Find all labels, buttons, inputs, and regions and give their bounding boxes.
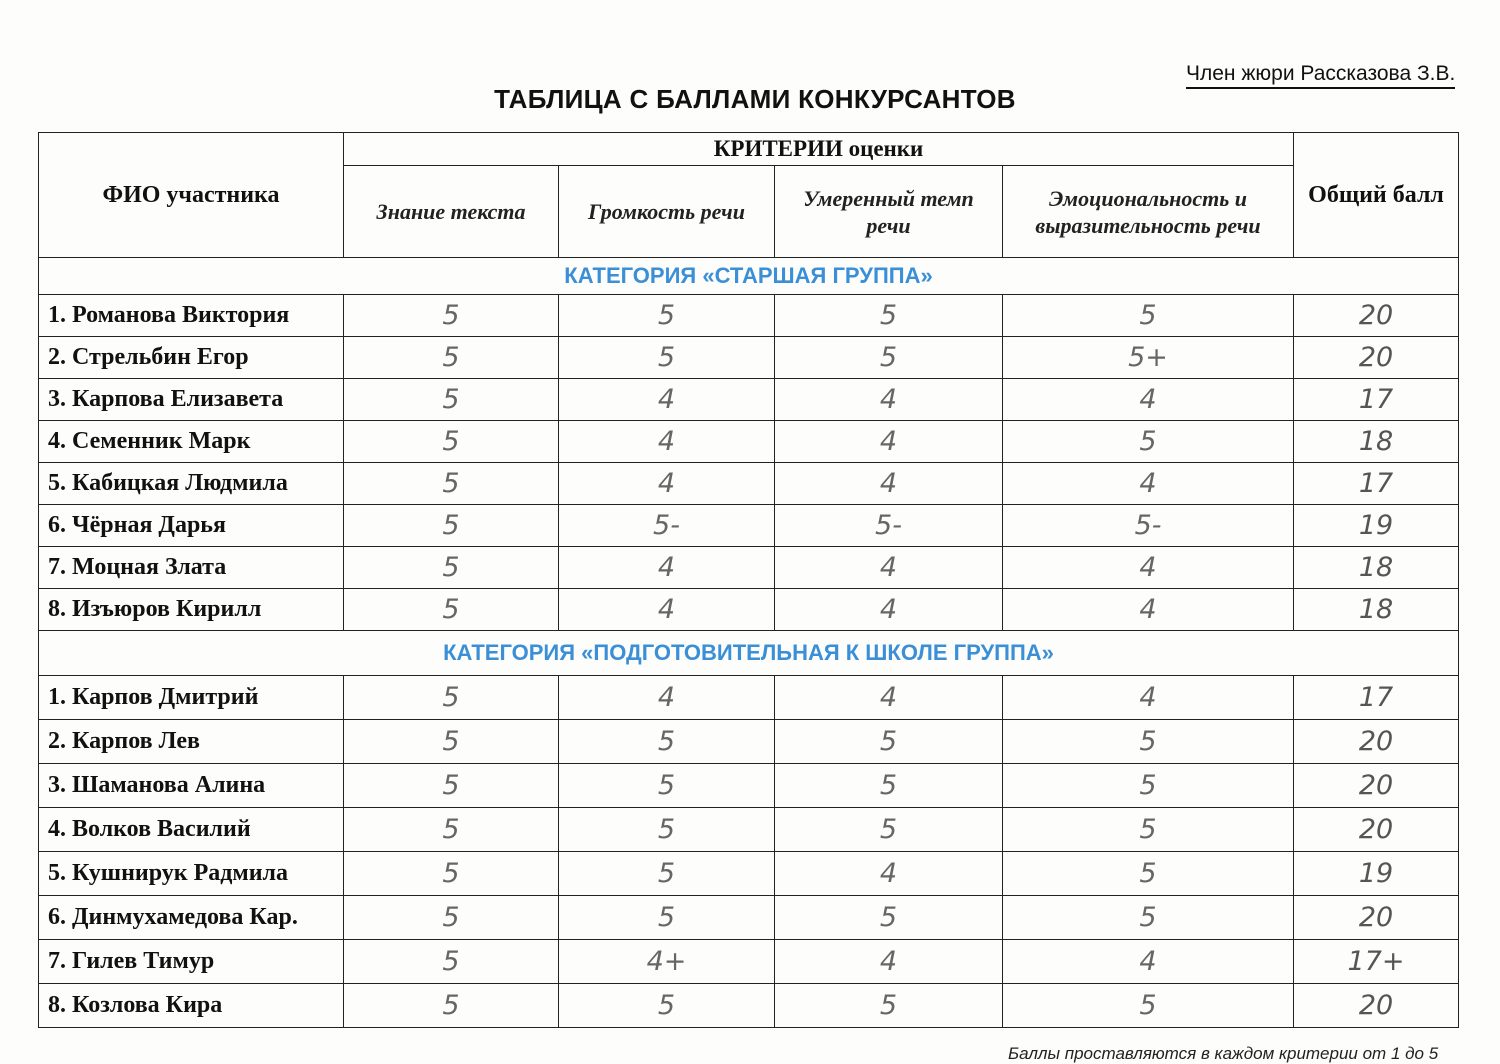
- table-row: [39, 676, 1459, 720]
- header-criterion-3: Умеренный темп речи: [775, 166, 1003, 258]
- participant-name: 4. Волков Василий: [39, 808, 344, 852]
- score-tempo: 5: [775, 720, 1003, 764]
- score-total: 19: [1294, 505, 1459, 547]
- score-loudness: 5: [559, 764, 775, 808]
- header-name: ФИО участника: [39, 133, 344, 258]
- score-total: 17: [1294, 676, 1459, 720]
- table-row: [39, 547, 1459, 589]
- score-total: 20: [1294, 720, 1459, 764]
- participant-name: 8. Козлова Кира: [39, 984, 344, 1028]
- table-row: [39, 505, 1459, 547]
- table-row: [39, 808, 1459, 852]
- score-loudness: 5: [559, 295, 775, 337]
- score-tempo: 4: [775, 589, 1003, 631]
- category-2: [39, 631, 1459, 676]
- score-expressiveness: 4: [1003, 379, 1294, 421]
- score-expressiveness: 5: [1003, 896, 1294, 940]
- score-expressiveness: 5: [1003, 720, 1294, 764]
- score-tempo: 5-: [775, 505, 1003, 547]
- score-total: 18: [1294, 589, 1459, 631]
- score-loudness: 5: [559, 808, 775, 852]
- score-tempo: 5: [775, 896, 1003, 940]
- score-loudness: 4: [559, 379, 775, 421]
- score-loudness: 4: [559, 547, 775, 589]
- jury-member: Член жюри Рассказова З.В.: [1186, 62, 1455, 89]
- header-criterion-2: Громкость речи: [559, 166, 775, 258]
- score-loudness: 5-: [559, 505, 775, 547]
- score-text-knowledge: 5: [344, 984, 559, 1028]
- score-expressiveness: 5: [1003, 808, 1294, 852]
- score-loudness: 4: [559, 463, 775, 505]
- score-total: 20: [1294, 896, 1459, 940]
- score-expressiveness: 4: [1003, 589, 1294, 631]
- participant-name: 4. Семенник Марк: [39, 421, 344, 463]
- score-tempo: 5: [775, 295, 1003, 337]
- score-total: 17+: [1294, 940, 1459, 984]
- score-tempo: 4: [775, 421, 1003, 463]
- score-loudness: 5: [559, 720, 775, 764]
- score-text-knowledge: 5: [344, 808, 559, 852]
- scores-table: [38, 132, 1459, 1028]
- header-total: Общий балл: [1294, 133, 1459, 258]
- score-expressiveness: 5: [1003, 421, 1294, 463]
- score-text-knowledge: 5: [344, 379, 559, 421]
- score-total: 20: [1294, 764, 1459, 808]
- table-row: [39, 896, 1459, 940]
- score-text-knowledge: 5: [344, 505, 559, 547]
- score-total: 20: [1294, 984, 1459, 1028]
- score-loudness: 5: [559, 984, 775, 1028]
- score-expressiveness: 5: [1003, 852, 1294, 896]
- score-expressiveness: 4: [1003, 547, 1294, 589]
- score-total: 19: [1294, 852, 1459, 896]
- table-row: [39, 984, 1459, 1028]
- table-row: [39, 589, 1459, 631]
- score-tempo: 4: [775, 379, 1003, 421]
- participant-name: 1. Романова Виктория: [39, 295, 344, 337]
- score-text-knowledge: 5: [344, 764, 559, 808]
- participant-name: 3. Шаманова Алина: [39, 764, 344, 808]
- score-loudness: 4: [559, 589, 775, 631]
- page-title: ТАБЛИЦА С БАЛЛАМИ КОНКУРСАНТОВ: [494, 84, 1016, 114]
- score-total: 20: [1294, 808, 1459, 852]
- score-expressiveness: 4: [1003, 940, 1294, 984]
- score-text-knowledge: 5: [344, 676, 559, 720]
- score-total: 17: [1294, 379, 1459, 421]
- table-row: [39, 720, 1459, 764]
- header-criteria: КРИТЕРИИ оценки: [344, 133, 1294, 166]
- score-loudness: 4+: [559, 940, 775, 984]
- participant-name: 8. Изъюров Кирилл: [39, 589, 344, 631]
- participant-name: 5. Кушнирук Радмила: [39, 852, 344, 896]
- score-total: 18: [1294, 547, 1459, 589]
- score-loudness: 4: [559, 421, 775, 463]
- score-tempo: 4: [775, 676, 1003, 720]
- participant-name: 3. Карпова Елизавета: [39, 379, 344, 421]
- table-row: [39, 421, 1459, 463]
- score-tempo: 4: [775, 463, 1003, 505]
- footer-note: Баллы проставляются в каждом критерии от 1 до 5: [1008, 1044, 1439, 1063]
- table-row: [39, 337, 1459, 379]
- table-row: [39, 463, 1459, 505]
- category-2-title: КАТЕГОРИЯ «ПОДГОТОВИТЕЛЬНАЯ К ШКОЛЕ ГРУППА»: [39, 631, 1459, 676]
- score-total: 20: [1294, 295, 1459, 337]
- table-row: [39, 764, 1459, 808]
- score-tempo: 4: [775, 940, 1003, 984]
- score-tempo: 5: [775, 808, 1003, 852]
- score-total: 20: [1294, 337, 1459, 379]
- category-2-rows: [39, 676, 1459, 1028]
- score-loudness: 5: [559, 852, 775, 896]
- score-expressiveness: 5-: [1003, 505, 1294, 547]
- score-tempo: 5: [775, 984, 1003, 1028]
- score-tempo: 5: [775, 764, 1003, 808]
- score-text-knowledge: 5: [344, 852, 559, 896]
- participant-name: 6. Чёрная Дарья: [39, 505, 344, 547]
- score-total: 18: [1294, 421, 1459, 463]
- participant-name: 7. Гилев Тимур: [39, 940, 344, 984]
- header-criterion-4: Эмоциональность и выразительность речи: [1003, 166, 1294, 258]
- score-text-knowledge: 5: [344, 896, 559, 940]
- score-text-knowledge: 5: [344, 295, 559, 337]
- participant-name: 7. Моцная Злата: [39, 547, 344, 589]
- score-text-knowledge: 5: [344, 589, 559, 631]
- participant-name: 2. Карпов Лев: [39, 720, 344, 764]
- table-row: [39, 852, 1459, 896]
- score-text-knowledge: 5: [344, 547, 559, 589]
- score-text-knowledge: 5: [344, 463, 559, 505]
- score-tempo: 5: [775, 337, 1003, 379]
- score-tempo: 4: [775, 547, 1003, 589]
- category-1-title: КАТЕГОРИЯ «СТАРШАЯ ГРУППА»: [39, 258, 1459, 295]
- participant-name: 5. Кабицкая Людмила: [39, 463, 344, 505]
- score-text-knowledge: 5: [344, 940, 559, 984]
- category-1: [39, 258, 1459, 295]
- score-tempo: 4: [775, 852, 1003, 896]
- score-expressiveness: 5+: [1003, 337, 1294, 379]
- score-total: 17: [1294, 463, 1459, 505]
- header-criterion-1: Знание текста: [344, 166, 559, 258]
- score-expressiveness: 5: [1003, 984, 1294, 1028]
- score-expressiveness: 4: [1003, 463, 1294, 505]
- participant-name: 6. Динмухамедова Кар.: [39, 896, 344, 940]
- participant-name: 2. Стрельбин Егор: [39, 337, 344, 379]
- score-loudness: 5: [559, 896, 775, 940]
- table-row: [39, 379, 1459, 421]
- score-text-knowledge: 5: [344, 421, 559, 463]
- score-loudness: 5: [559, 337, 775, 379]
- category-1-rows: [39, 295, 1459, 631]
- score-loudness: 4: [559, 676, 775, 720]
- score-expressiveness: 5: [1003, 764, 1294, 808]
- score-text-knowledge: 5: [344, 720, 559, 764]
- participant-name: 1. Карпов Дмитрий: [39, 676, 344, 720]
- table-row: [39, 295, 1459, 337]
- score-expressiveness: 5: [1003, 295, 1294, 337]
- table-row: [39, 940, 1459, 984]
- score-expressiveness: 4: [1003, 676, 1294, 720]
- score-text-knowledge: 5: [344, 337, 559, 379]
